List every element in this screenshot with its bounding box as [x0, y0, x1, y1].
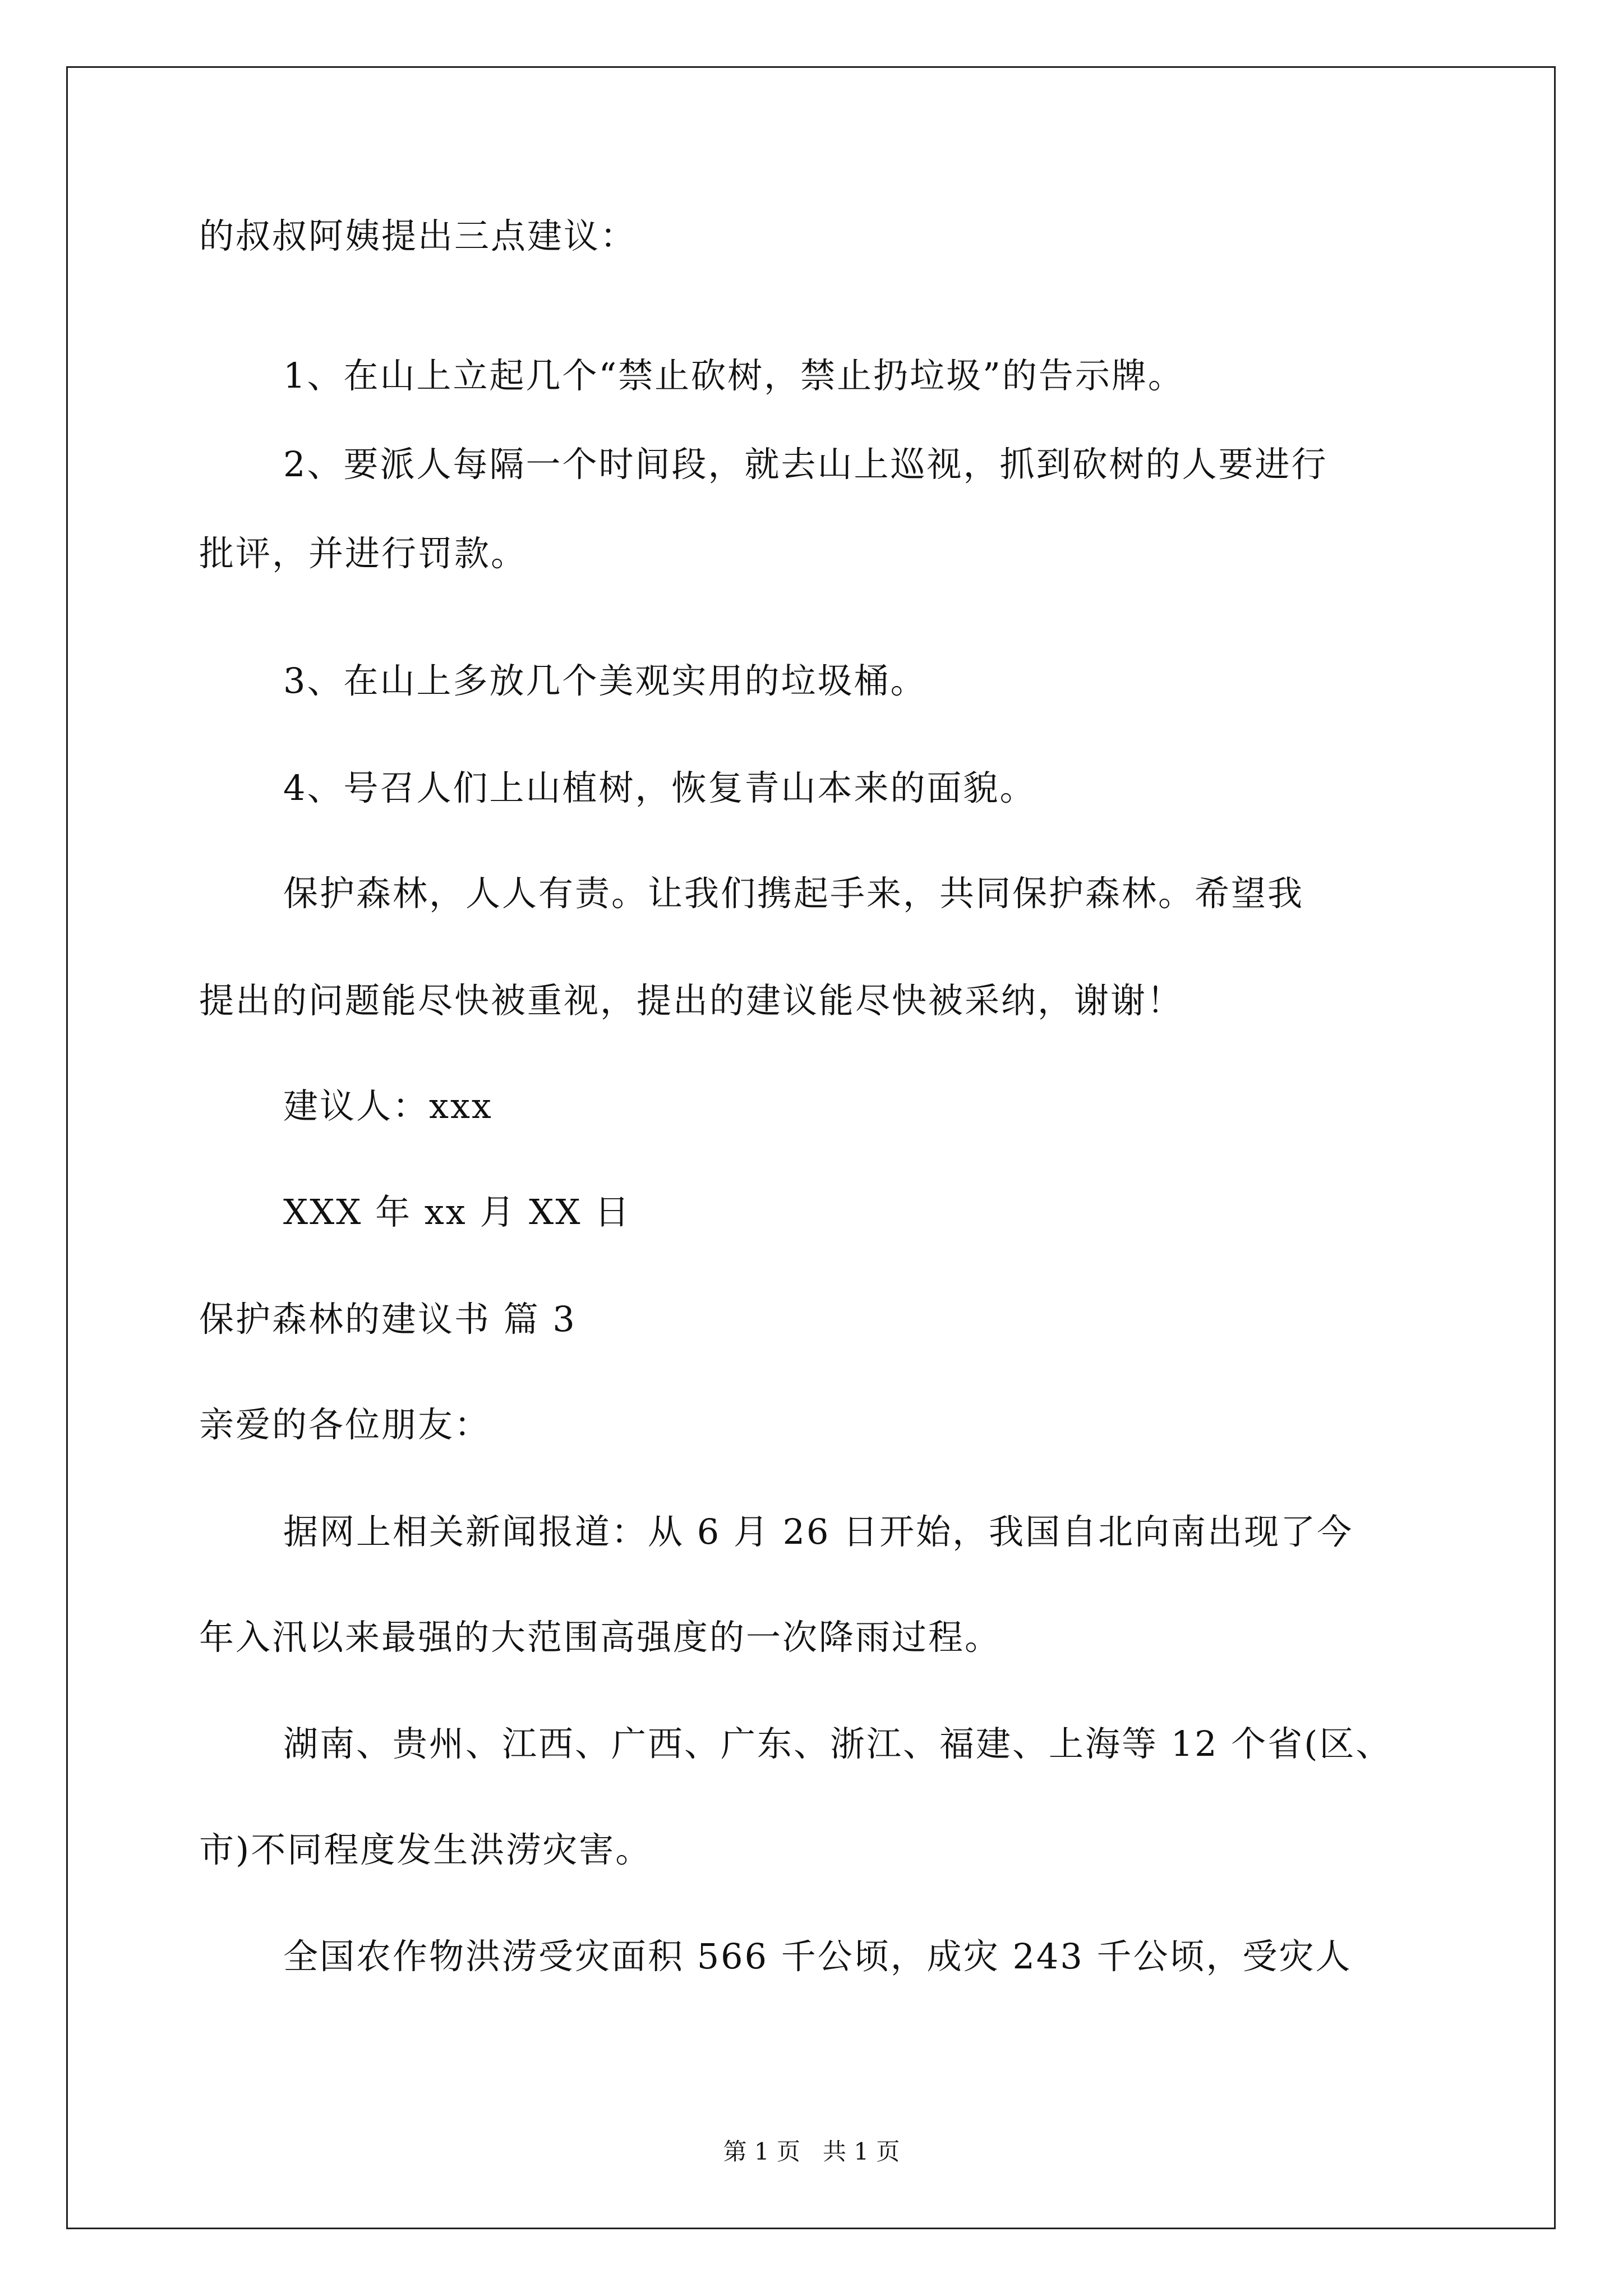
text-line: 提出的问题能尽快被重视，提出的建议能尽快被采纳，谢谢！	[199, 980, 1184, 1021]
text-line: 湖南、贵州、江西、广西、广东、浙江、福建、上海等 12 个省(区、	[283, 1723, 1393, 1764]
text-line: 2、要派人每隔一个时间段，就去山上巡视，抓到砍树的人要进行	[283, 444, 1328, 485]
text-line: 保护森林，人人有责。让我们携起手来，共同保护森林。希望我	[283, 873, 1304, 914]
page-total: 共 1 页	[823, 2138, 900, 2165]
page-footer	[0, 2136, 1623, 2168]
text-line: 3、在山上多放几个美观实用的垃圾桶。	[283, 660, 927, 701]
text-line: 年入汛以来最强的大范围高强度的一次降雨过程。	[199, 1617, 1002, 1658]
text-line: 据网上相关新闻报道：从 6 月 26 日开始，我国自北向南出现了今	[283, 1511, 1354, 1552]
text-line: 1、在山上立起几个“禁止砍树，禁止扔垃圾”的告示牌。	[283, 355, 1184, 396]
text-line: 市)不同程度发生洪涝灾害。	[199, 1829, 652, 1870]
text-line: 全国农作物洪涝受灾面积 566 千公顷，成灾 243 千公顷，受灾人	[283, 1936, 1352, 1977]
text-line: 4、号召人们上山植树，恢复青山本来的面貌。	[283, 767, 1036, 808]
text-line: XXX 年 xx 月 XX 日	[283, 1191, 631, 1232]
section-heading: 保护森林的建议书 篇 3	[199, 1299, 577, 1340]
text-line: 的叔叔阿姨提出三点建议：	[199, 215, 637, 256]
text-line: 建议人：xxx	[283, 1085, 493, 1126]
page-number: 第 1 页	[723, 2138, 800, 2165]
text-line: 亲爱的各位朋友：	[199, 1404, 491, 1445]
text-line: 批评，并进行罚款。	[199, 533, 528, 574]
